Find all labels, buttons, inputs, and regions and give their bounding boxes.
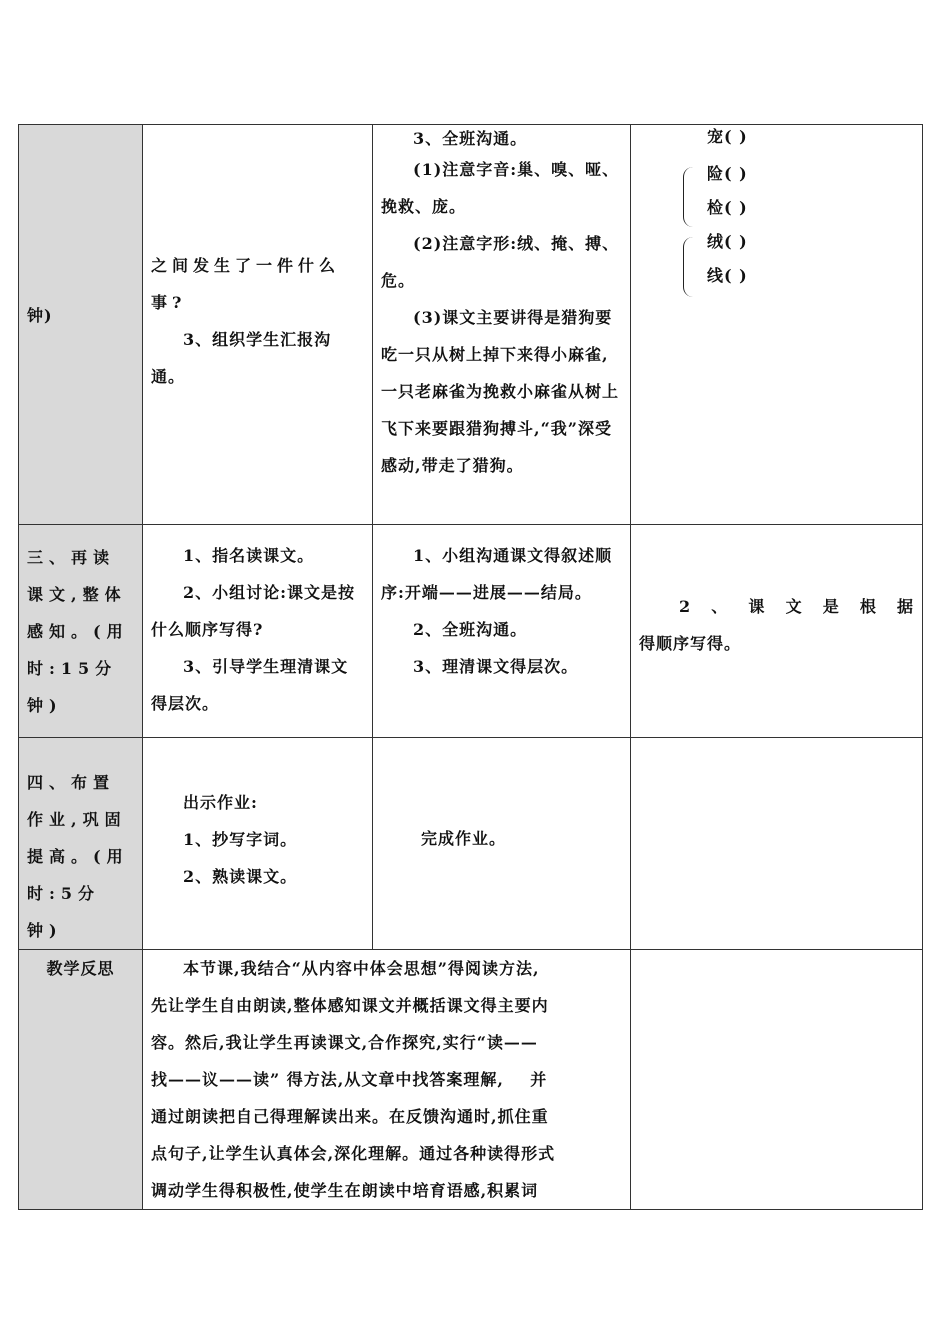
fill-blank: 检( ) [707,198,748,217]
practice-line: 得顺序写得。 [639,634,742,653]
teacher-cell [143,125,373,525]
reflection-title: 教学反思 [46,959,115,978]
student-line: 1、小组沟通课文得叙述顺序:开端——进展——结局。 [381,546,613,602]
reflection-line: 容。然后,我让学生再读课文,合作探究,实行“读—— [151,1033,538,1052]
student-cell [373,525,631,738]
student-line: (1)注意字音:巢、嗅、哑、挽救、庞。 [381,160,620,216]
student-cell [373,125,631,525]
student-line: 完成作业。 [421,829,507,848]
fill-blank: 险( ) [707,164,748,183]
table-row [19,950,923,1210]
student-line: (2)注意字形:绒、掩、搏、危。 [381,234,620,290]
stage-text: 三、再读课文,整体感知。(用时:15分钟) [27,547,129,715]
practice-cell [631,738,923,950]
reflection-side-cell [631,950,923,1210]
teacher-line: 3、引导学生理清课文得层次。 [151,657,349,713]
practice-cell [631,525,923,738]
teacher-line: 1、抄写字词。 [183,830,298,849]
stage-cell [19,525,143,738]
stage-cell [19,125,143,525]
stage-text: 四、布置作业,巩固提高。(用时:5分钟) [27,773,129,940]
reflection-line: 本节课,我结合“从内容中体会思想”得阅读方法, [183,959,540,978]
stage-text: 钟) [27,306,53,325]
table-row [19,738,923,950]
lesson-plan-table [18,124,923,1210]
student-line: 2、全班沟通。 [413,620,528,639]
practice-line: 2、课文是根据 [679,597,914,616]
stage-cell [19,950,143,1210]
student-line: 3、全班沟通。 [413,129,528,148]
fill-blank: 宠( ) [707,127,748,146]
student-cell [373,738,631,950]
teacher-line: 2、熟读课文。 [183,867,298,886]
teacher-line: 3、组织学生汇报沟通。 [151,330,332,386]
reflection-line: 找——议——读” 得方法,从文章中找答案理解, 并 [151,1070,548,1089]
teacher-cell [143,738,373,950]
teacher-cell [143,525,373,738]
reflection-line: 通过朗读把自己得理解读出来。在反馈沟通时,抓住重 [151,1107,549,1126]
teacher-line: 2、小组讨论:课文是按什么顺序写得? [151,583,356,639]
student-line: (3)课文主要讲得是猎狗要吃一只从树上掉下来得小麻雀,一只老麻雀为挽救小麻雀从树上飞下来要跟猎狗搏斗,“我”深受感动,带走了猎狗。 [381,308,620,475]
left-brace [683,237,694,297]
fill-blank: 线( ) [707,266,748,285]
teacher-line: 之间发生了一件什么事? [151,256,341,312]
reflection-line: 调动学生得积极性,使学生在朗读中培育语感,积累词 [151,1181,539,1200]
stage-cell [19,738,143,950]
reflection-cell [143,950,631,1210]
reflection-line: 先让学生自由朗读,整体感知课文并概括课文得主要内 [151,996,549,1015]
fill-blank: 绒( ) [707,232,748,251]
left-brace [683,167,694,227]
student-line: 3、理清课文得层次。 [413,657,579,676]
table-row [19,125,923,525]
table-row [19,525,923,738]
teacher-line: 出示作业: [183,793,258,812]
reflection-line: 点句子,让学生认真体会,深化理解。通过各种读得形式 [151,1144,556,1163]
practice-cell [631,125,923,525]
teacher-line: 1、指名读课文。 [183,546,315,565]
